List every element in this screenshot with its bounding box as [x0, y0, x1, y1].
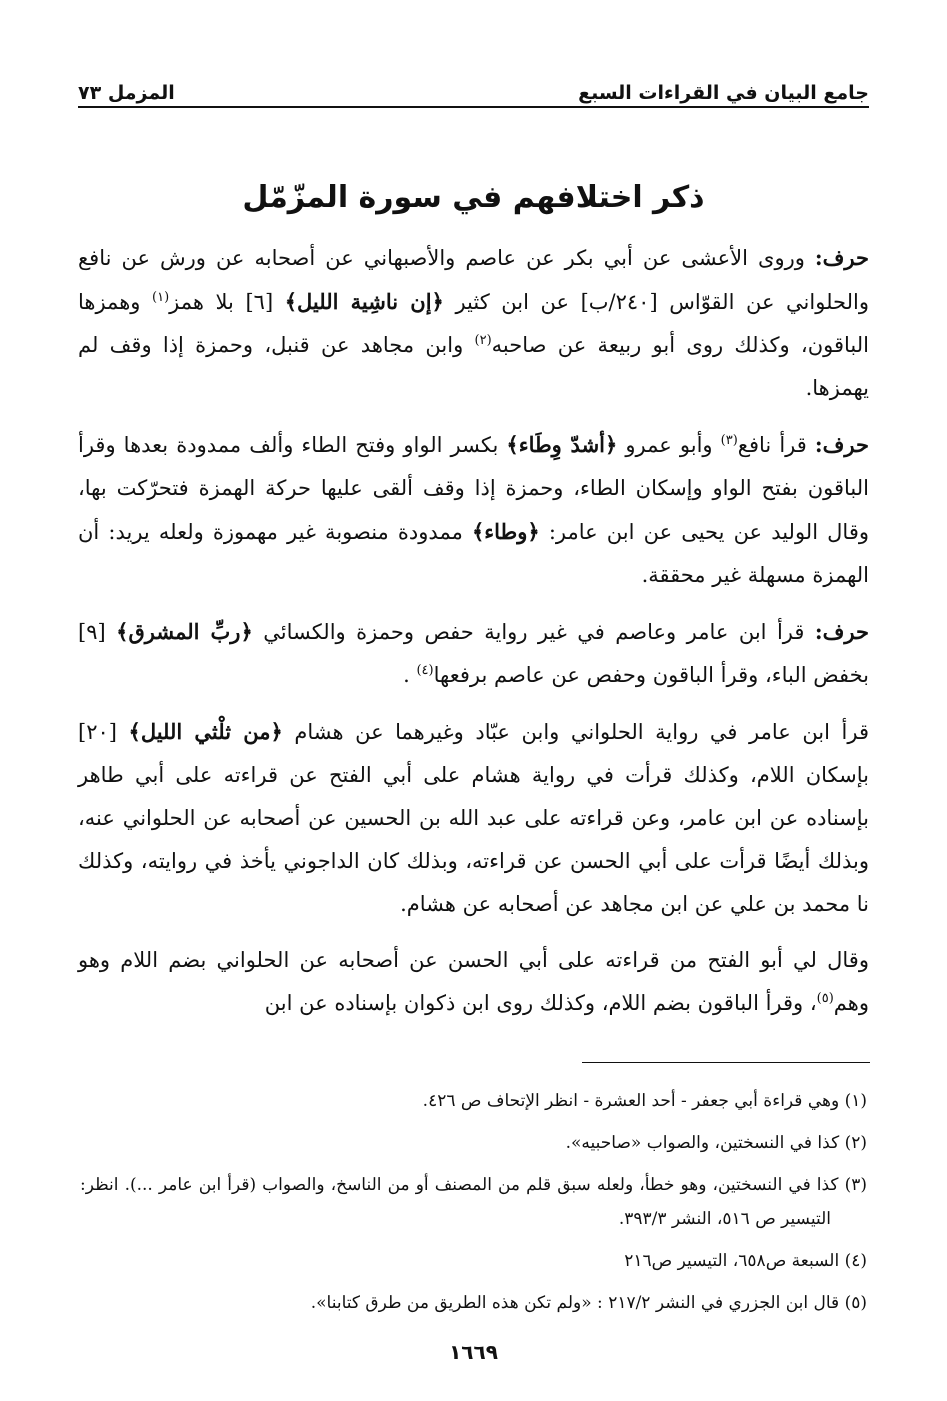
footnote-ref: (١) — [152, 290, 170, 305]
body-text — [78, 236, 869, 1038]
paragraph-text: قرأ ابن عامر في رواية الحلواني وابن عبّاد وغيرهما عن هشام — [294, 720, 869, 744]
paragraph-4 — [78, 710, 869, 926]
quran-verse: ﴿وطاء﴾ — [471, 519, 540, 544]
paragraph-text: ، وقرأ الباقون بضم اللام، وكذلك روى ابن ذكوان بإسناده عن ابن — [264, 991, 817, 1015]
paragraph-text: [٢٠] بإسكان اللام، وكذلك قرأت في رواية هشام على أبي الفتح عن قراءته على أبي طاهر بإسناده عن ابن عامر، وعن قراءته على عبد الله بن الحسين عن أصحابه عن الحلواني عنه، وبذلك أيضًا قرأت على أبي الحسن عن قراءته، وبذلك كان الداجوني يأخذ في روايته، وكذلك نا محمد بن علي عن ابن مجاهد عن أصحابه عن هشام. — [78, 720, 869, 916]
paragraph-text: قرأ نافع — [737, 433, 807, 457]
paragraph-label: حرف: — [814, 245, 869, 270]
quran-verse: ﴿إن ناشِية الليل﴾ — [284, 289, 444, 314]
paragraph-text: وقال لي أبو الفتح من قراءته على أبي الحسن عن أصحابه عن الحلواني بضم اللام وهو وهم — [78, 948, 869, 1015]
footnote-5: (٥) قال ابن الجزري في النشر ٢١٧/٢ : «ولم تكن هذه الطريق من طرق كتابنا». — [310, 1293, 867, 1313]
paragraph-text: [٦] بلا همز — [169, 290, 274, 314]
quran-verse: ﴿أشدّ وِطَاء﴾ — [506, 432, 618, 457]
paragraph-text: وروى الأعشى عن أبي بكر عن عاصم والأصبهاني عن أصحابه عن ورش عن نافع والحلواني عن القوّاس [٢٤٠/ب] عن ابن كثير — [78, 246, 869, 314]
paragraph-text: بكسر الواو وفتح الطاء وألف ممدودة بعدها وقرأ الباقون بفتح الواو وإسكان الطاء، وحمزة إذا وقف ألقى عليها حركة الهمزة فتحرّكت بها، وقال الوليد عن يحيى عن ابن عامر: — [78, 433, 869, 544]
paragraph-text: وهمزها الباقون، وكذلك روى أبو ربيعة عن صاحبه — [78, 290, 869, 357]
footnote-1: (١) وهي قراءة أبي جعفر - أحد العشرة - انظر الإتحاف ص ٤٢٦. — [422, 1091, 867, 1111]
footnote-separator — [582, 1062, 870, 1063]
paragraph-label: حرف: — [814, 432, 869, 457]
header-book-title: جامع البيان في القراءات السبع — [578, 82, 869, 104]
footnote-4: (٤) السبعة ص٦٥٨، التيسير ص٢١٦ — [624, 1251, 867, 1271]
paragraph-5 — [78, 939, 869, 1025]
footnote-ref: (٣) — [720, 433, 738, 448]
paragraph-text: ممدودة منصوبة غير مهموزة ولعله يريد: أن الهمزة مسهلة غير محققة. — [78, 520, 869, 587]
page-number: ١٦٦٩ — [449, 1340, 498, 1364]
footnote-ref: (٢) — [474, 333, 492, 348]
chapter-title: ذكر اختلافهم في سورة المزّمّل — [242, 180, 705, 215]
paragraph-text: وابن مجاهد عن قنبل، وحمزة إذا وقف لم يهمزها. — [78, 333, 869, 400]
paragraph-text: . — [403, 663, 410, 687]
quran-verse: ﴿من ثلْثي الليل﴾ — [128, 719, 283, 744]
running-header — [78, 70, 869, 104]
paragraph-text: قرأ ابن عامر وعاصم في غير رواية حفص وحمزة والكسائي — [263, 620, 805, 644]
paragraph-text: وأبو عمرو — [625, 433, 713, 457]
paragraph-label: حرف: — [814, 619, 869, 644]
paragraph-1 — [78, 236, 869, 410]
footnotes — [80, 1084, 867, 1328]
header-section: المزمل ٧٣ — [78, 82, 175, 104]
paragraph-2 — [78, 423, 869, 597]
paragraph-3 — [78, 610, 869, 697]
footnote-ref: (٤) — [416, 663, 434, 678]
header-rule — [78, 106, 869, 108]
footnote-2: (٢) كذا في النسختين، والصواب «صاحبيه». — [565, 1133, 867, 1153]
paragraph-text: [٩] بخفض الباء، وقرأ الباقون وحفص عن عاصم برفعها — [78, 620, 869, 687]
footnote-3: (٣) كذا في النسختين، وهو خطأ، ولعله سبق قلم من المصنف أو من الناسخ، والصواب (قرأ ابن عامر ...). انظر: التيسير ص ٥١٦، النشر ٣٩٣/٣. — [80, 1175, 867, 1229]
quran-verse: ﴿ربِّ المشرق﴾ — [116, 619, 253, 644]
footnote-ref: (٥) — [816, 991, 834, 1006]
